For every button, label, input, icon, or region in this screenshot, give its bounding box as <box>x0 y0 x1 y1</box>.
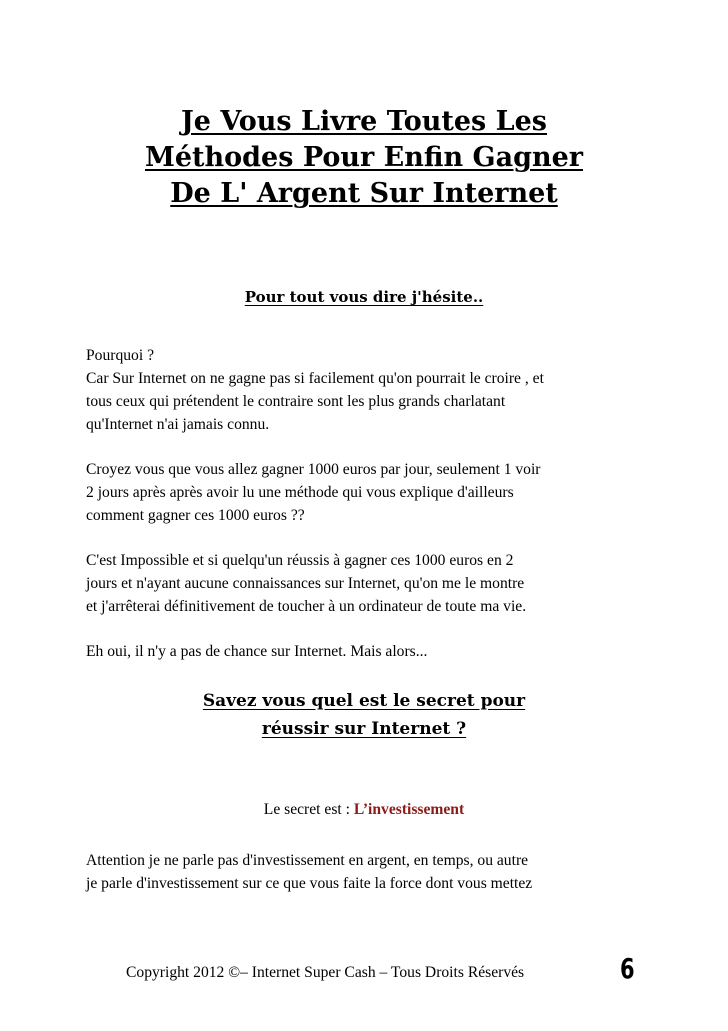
paragraph-why: Pourquoi ? Car Sur Internet on ne gagne pas si facilement qu'on pourrait le croire , et tous ceux qui prétendent le contraire sont les plus grands charlatant qu'Internet n'ai jamais connu. <box>86 347 544 433</box>
title-line-3: De L' Argent Sur Internet <box>170 178 558 209</box>
document-title <box>100 104 628 212</box>
subheading-text: Pour tout vous dire j'hésite.. <box>244 288 484 306</box>
secret-heading <box>0 687 728 743</box>
title-line-2: Méthodes Pour Enfin Gagner <box>144 142 583 173</box>
subheading <box>0 287 728 307</box>
secret-prefix: Le secret est : <box>263 801 354 818</box>
paragraph-no-luck: Eh oui, il n'y a pas de chance sur Internet. Mais alors... <box>86 643 428 660</box>
paragraph-1000-euros: Croyez vous que vous allez gagner 1000 euros par jour, seulement 1 voir 2 jours après après avoir lu une méthode qui vous explique d'ailleurs comment gagner ces 1000 euros ?? <box>86 461 541 524</box>
paragraph-attention: Attention je ne parle pas d'investissement en argent, en temps, ou autre je parle d'investissement sur ce que vous faite la force dont vous mettez <box>86 852 533 892</box>
page-number: 6 <box>620 952 635 985</box>
page-footer: Copyright 2012 ©– Internet Super Cash – Tous Droits Réservés <box>126 964 525 981</box>
secret-word: L’investissement <box>353 801 465 818</box>
secret-heading-line-2: réussir sur Internet ? <box>261 719 467 739</box>
secret-heading-line-1: Savez vous quel est le secret pour <box>202 691 526 711</box>
title-line-1: Je Vous Livre Toutes Les <box>180 106 548 137</box>
secret-statement <box>0 799 728 821</box>
paragraph-impossible: C'est Impossible et si quelqu'un réussis à gagner ces 1000 euros en 2 jours et n'ayant aucune connaissances sur Internet, qu'on me le montre et j'arrêterai définitivement de toucher à un ordinateur de toute ma vie. <box>86 552 527 615</box>
